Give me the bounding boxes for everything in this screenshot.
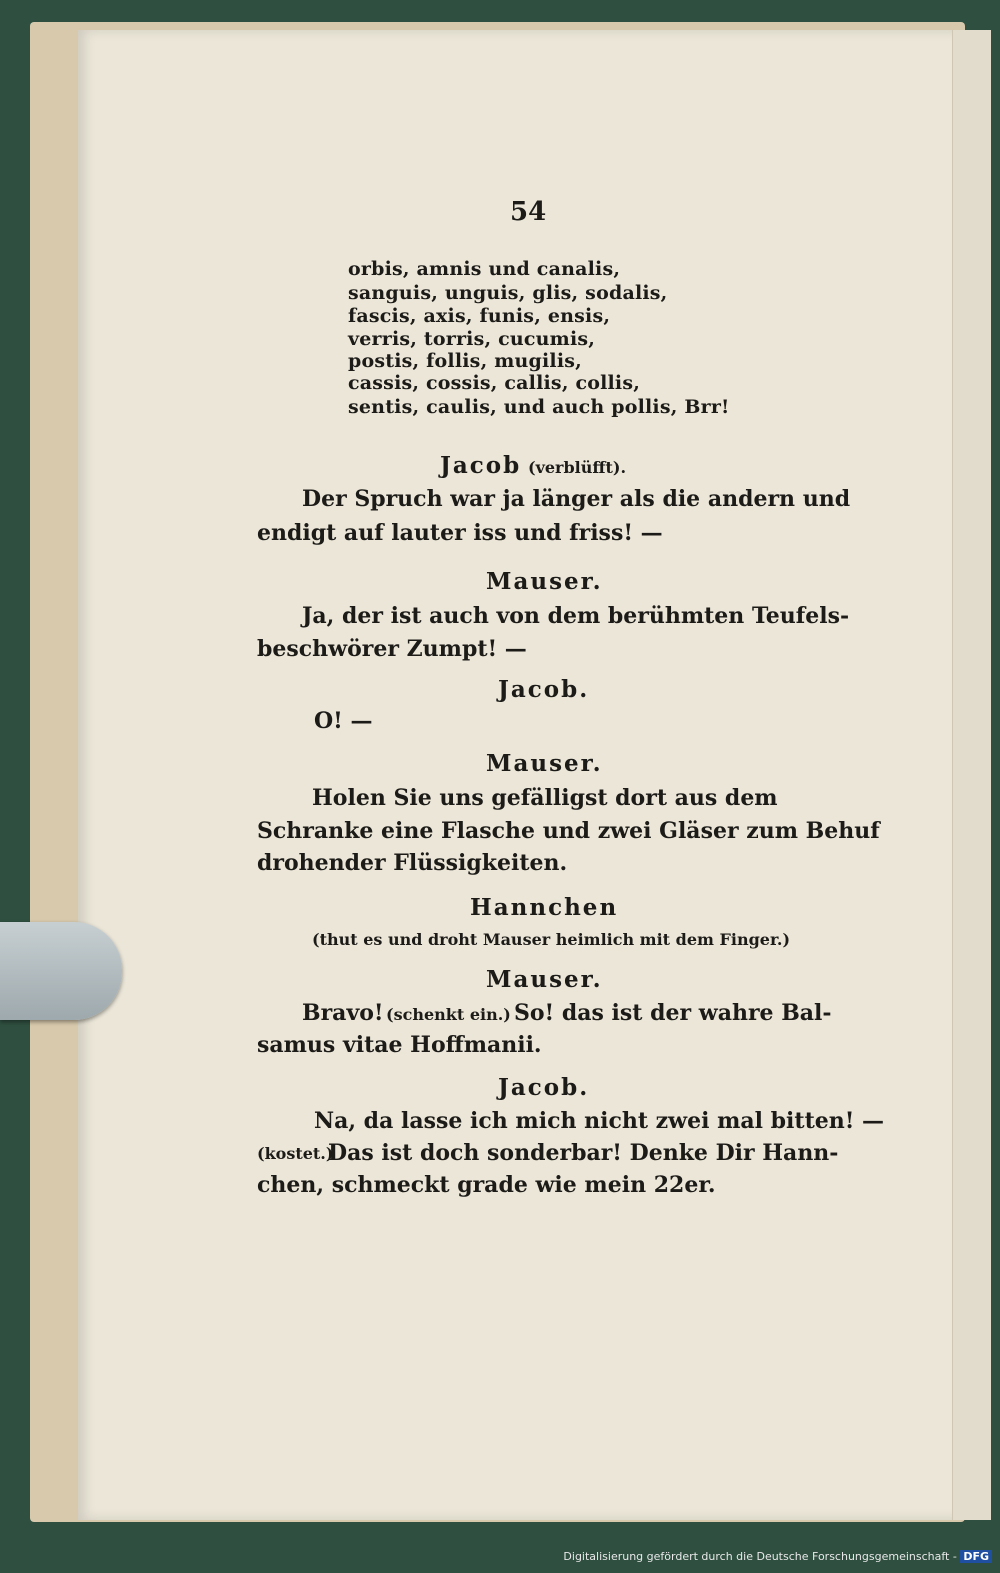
speaker-name: Mauser. (486, 750, 603, 777)
page-number: 54 (510, 197, 547, 227)
dialogue-line: So! das ist der wahre Bal- (514, 1000, 832, 1026)
speaker-name: Hannchen (470, 894, 619, 921)
verse-line: verris, torris, cucumis, (348, 328, 596, 350)
next-page-edge (952, 30, 991, 1520)
dialogue-line: Der Spruch war ja länger als die andern und (302, 486, 851, 512)
dialogue-line: Holen Sie uns gefälligst dort aus dem (312, 785, 778, 811)
book-clip (0, 922, 122, 1020)
stage-direction: (thut es und droht Mauser heimlich mit dem Finger.) (312, 930, 791, 949)
dialogue-line: Ja, der ist auch von dem berühmten Teufels- (302, 603, 850, 629)
dialogue-line: chen, schmeckt grade wie mein 22er. (257, 1172, 716, 1198)
speaker-name: Jacob. (498, 1074, 590, 1101)
dialogue-line: beschwörer Zumpt! — (257, 636, 527, 662)
footer-text: Digitalisierung gefördert durch die Deutsche Forschungsgemeinschaft - (563, 1550, 957, 1563)
dialogue-line: drohender Flüssigkeiten. (257, 850, 568, 876)
dialogue-line: Na, da lasse ich mich nicht zwei mal bitten! — (314, 1108, 885, 1134)
speaker-name: Jacob (440, 452, 522, 479)
verse-line: sanguis, unguis, glis, sodalis, (348, 282, 668, 304)
stage-direction: (kostet.) (257, 1144, 334, 1163)
speaker-name: Jacob. (498, 676, 590, 703)
dialogue-line: samus vitae Hoffmanii. (257, 1032, 542, 1058)
speaker-name: Mauser. (486, 568, 603, 595)
verse-line: postis, follis, mugilis, (348, 350, 582, 372)
dialogue-line: Schranke eine Flasche und zwei Gläser zum Behuf (257, 818, 880, 844)
stage-direction: (schenkt ein.) (386, 1005, 511, 1024)
dialogue-line: endigt auf lauter iss und friss! — (257, 520, 663, 546)
dfg-logo: DFG (960, 1550, 992, 1563)
footer-credit (563, 1550, 992, 1563)
speaker-name: Mauser. (486, 966, 603, 993)
verse-line: cassis, cossis, callis, collis, (348, 372, 641, 394)
dialogue-line: Das ist doch sonderbar! Denke Dir Hann- (328, 1140, 839, 1166)
stage-direction: (verblüfft). (528, 458, 627, 477)
verse-line: orbis, amnis und canalis, (348, 258, 621, 280)
dialogue-line: Bravo! (302, 1000, 384, 1026)
verse-line: sentis, caulis, und auch pollis, Brr! (348, 396, 730, 418)
verse-line: fascis, axis, funis, ensis, (348, 305, 611, 327)
dialogue-line: O! — (314, 708, 373, 734)
